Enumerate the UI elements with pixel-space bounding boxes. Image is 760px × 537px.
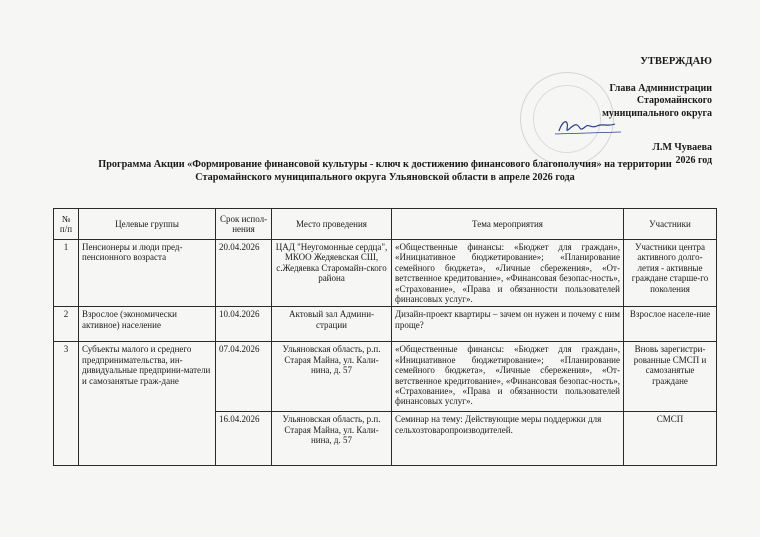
row-date: 07.04.2026 [216, 342, 272, 412]
row-participants: Взрослое населе-ние [624, 307, 717, 342]
table-row [54, 240, 717, 307]
row-place: Ульяновская область, р.п. Старая Майна, ул. Кали-нина, д. 57 [272, 412, 392, 466]
row-place: ЦАД "Неугомонные сердца", МКОО Жедяевская СШ, с.Жедяевка Старомайн-ского района [272, 240, 392, 307]
row-num: 3 [54, 342, 79, 466]
row-groups: Взрослое (экономически активное) население [79, 307, 216, 342]
row-num: 1 [54, 240, 79, 307]
row-participants: Вновь зарегистри-рованные СМСП и самозанятые граждане [624, 342, 717, 412]
header-participants: Участники [624, 209, 717, 240]
program-title-line-1: Программа Акции «Формирование финансовой культуры - ключ к достижению финансового благополучия» на территории [98, 159, 672, 170]
program-table [53, 208, 717, 466]
row-date: 20.04.2026 [216, 240, 272, 307]
program-title [40, 158, 730, 184]
approval-line-1: Глава Администрации [609, 82, 712, 94]
row-groups: Субъекты малого и среднего предпринимательства, ин-дивидуальные предприни-матели и самозанятые граж-дане [79, 342, 216, 466]
table-row [54, 307, 717, 342]
approval-block [602, 56, 712, 167]
row-topic: Семинар на тему: Действующие меры поддержки для сельхозтоваропроизводителей. [392, 412, 624, 466]
row-topic: Дизайн-проект квартиры – зачем он нужен и почему с ним проще? [392, 307, 624, 342]
row-topic: «Общественные финансы: «Бюджет для граждан», «Инициативное бюджетирование»; «Планирование семейного бюджета», «Личные сбережения», «От-ветственное кредитование», «Финансовая безопас-ность», «Страхование», «Права и обязанности пользователей финансовых услуг». [392, 342, 624, 412]
approval-line-2: Старомайнского [636, 95, 712, 106]
approval-year: 2026 год [675, 154, 712, 166]
approval-signer: Л.М Чуваева [652, 142, 712, 153]
header-topic: Тема мероприятия [392, 209, 624, 240]
row-place: Ульяновская область, р.п. Старая Майна, ул. Кали-нина, д. 57 [272, 342, 392, 412]
row-date: 16.04.2026 [216, 412, 272, 466]
row-date: 10.04.2026 [216, 307, 272, 342]
header-groups: Целевые группы [79, 209, 216, 240]
program-title-line-2: Старомайнского муниципального округа Ульяновской области в апреле 2026 года [195, 172, 575, 183]
table-header-row [54, 209, 717, 240]
header-num: № п/п [54, 209, 79, 240]
approval-heading: УТВЕРЖДАЮ [640, 56, 712, 67]
header-date: Срок испол-нения [216, 209, 272, 240]
row-participants: СМСП [624, 412, 717, 466]
row-num: 2 [54, 307, 79, 342]
row-place: Актовый зал Админи-страции [272, 307, 392, 342]
approval-line-3: муниципального округа [602, 107, 712, 119]
row-topic: «Общественные финансы: «Бюджет для граждан», «Инициативное бюджетирование»; «Планирование семейного бюджета», «Личные сбережения», «От-ветственное кредитование», «Финансовая безопас-ность», «Страхование», «Права и обязанности пользователей финансовых услуг». [392, 240, 624, 307]
row-participants: Участники центра активного долго-летия - активные граждане старше-го поколения [624, 240, 717, 307]
table-row [54, 342, 717, 412]
row-groups: Пенсионеры и люди пред-пенсионного возраста [79, 240, 216, 307]
header-place: Место проведения [272, 209, 392, 240]
